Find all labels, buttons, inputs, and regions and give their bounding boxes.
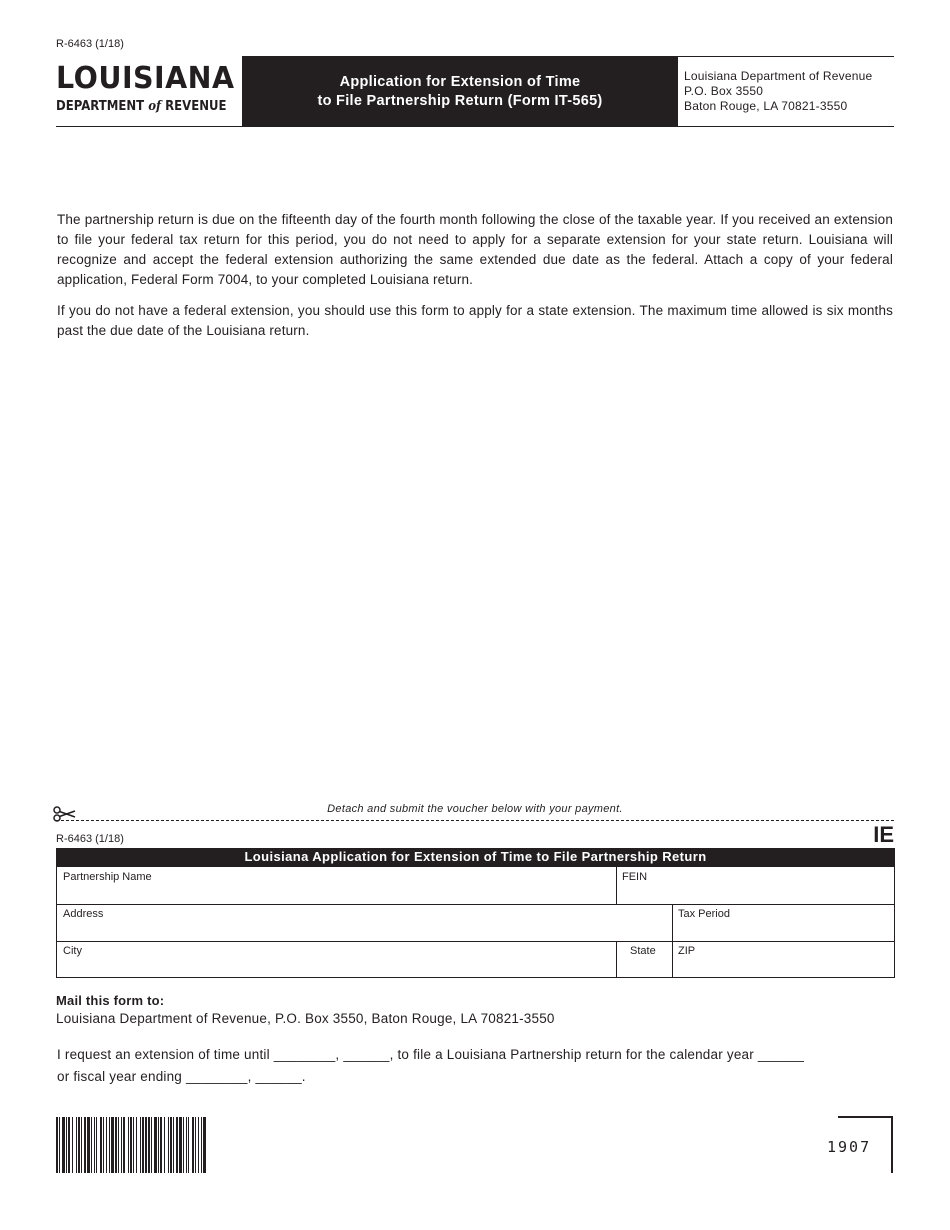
instructions-paragraph-1: The partnership return is due on the fifteenth day of the fourth month following the close of the taxable year. If you received an extension to file your federal tax return for this period, you do not need to apply for a separate extension for your state return. Louisiana will recognize and accept the federal extension authorizing the same extended due date as the federal. Attach a copy of your federal application, Federal Form 7004, to your completed Louisiana return.: [57, 212, 893, 287]
form-title: [242, 56, 678, 127]
voucher-title: Louisiana Application for Extension of Time to File Partnership Return: [56, 848, 895, 866]
voucher-fields: [56, 866, 895, 978]
extension-request-line2: or fiscal year ending ________, ______.: [57, 1069, 306, 1084]
header-bottom-rule: [56, 126, 894, 127]
footer-code: 1907: [827, 1138, 872, 1156]
scissors-icon: [52, 806, 76, 826]
logo-department: DEPARTMENT of REVENUE: [56, 99, 227, 114]
extension-request: [57, 1044, 893, 1088]
tax-period-field[interactable]: Tax Period: [678, 908, 730, 920]
city-field[interactable]: City: [63, 945, 82, 957]
voucher-code: IE: [873, 822, 894, 847]
detach-instruction: Detach and submit the voucher below with your payment.: [327, 803, 623, 815]
barcode-icon: [56, 1117, 206, 1173]
logo-state: LOUISIANA: [56, 61, 235, 96]
partnership-name-field[interactable]: Partnership Name: [63, 871, 152, 883]
address-field[interactable]: Address: [63, 908, 104, 920]
state-field[interactable]: State: [630, 945, 656, 957]
form-title-line1: Application for Extension of Time: [339, 74, 581, 90]
header-top-rule: [678, 56, 894, 57]
form-title-line2: to File Partnership Return (Form IT-565): [317, 93, 603, 109]
agency-address: Louisiana Department of Revenue P.O. Box 3550 Baton Rouge, LA 70821-3550: [684, 69, 873, 113]
form-number: R-6463 (1/18): [56, 38, 124, 50]
instructions: [57, 210, 893, 352]
voucher-form-number: R-6463 (1/18): [56, 833, 124, 845]
extension-request-line1: I request an extension of time until ________, ______, to file a Louisiana Partnership return for the calendar year ______: [57, 1047, 805, 1062]
fein-field[interactable]: FEIN: [622, 871, 648, 883]
mail-heading: Mail this form to:: [56, 993, 165, 1008]
zip-field[interactable]: ZIP: [678, 945, 696, 957]
mail-address: Louisiana Department of Revenue, P.O. Box 3550, Baton Rouge, LA 70821-3550: [56, 1011, 555, 1026]
instructions-paragraph-2: If you do not have a federal extension, you should use this form to apply for a state extension. The maximum time allowed is six months past the due date of the Louisiana return.: [57, 303, 893, 338]
detach-line: [56, 820, 894, 821]
